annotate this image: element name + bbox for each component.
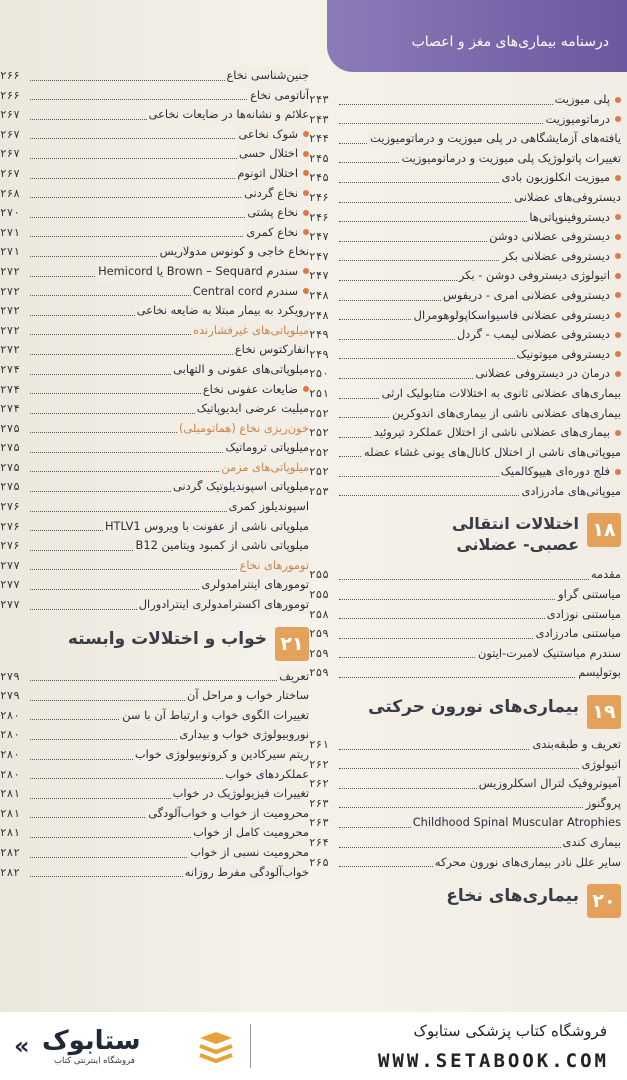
- toc-page-number: ۲۵۹: [309, 646, 329, 660]
- toc-entry[interactable]: [0, 823, 309, 843]
- toc-entry[interactable]: [0, 706, 309, 726]
- toc-page-number: ۲۴۷: [309, 269, 329, 283]
- toc-entry[interactable]: [0, 765, 309, 785]
- toc-entry[interactable]: [0, 262, 309, 282]
- toc-entry[interactable]: [0, 184, 309, 204]
- section-19-heading: [309, 695, 621, 729]
- toc-entry-title: محرومیت کامل از خواب: [193, 825, 309, 840]
- toc-entry-title: سندرم میاستنیک لامبرت-ایتون: [478, 645, 621, 660]
- store-url[interactable]: WWW.SETABOOK.COM: [377, 1050, 609, 1072]
- toc-page-number: ۲۴۷: [309, 249, 329, 263]
- toc-entry-title: تغییرات الگوی خواب و ارتباط آن با سن: [122, 707, 309, 722]
- store-name: فروشگاه کتاب پزشکی ستابوک: [413, 1022, 607, 1040]
- toc-entry[interactable]: [0, 282, 309, 302]
- toc-page-number: ۲۴۸: [309, 308, 329, 322]
- toc-entry-title: Childhood Spinal Muscular Atrophies: [412, 815, 621, 830]
- toc-entry-title: میاستنی گراو: [558, 587, 621, 602]
- toc-page-number: ۲۵۲: [309, 445, 329, 459]
- toc-entry-title: نوروبیولوژی خواب و بیداری: [179, 727, 309, 742]
- toc-entry[interactable]: [0, 125, 309, 145]
- bullet-icon: [303, 268, 309, 274]
- toc-entry[interactable]: [309, 306, 621, 326]
- toc-page-number: ۲۶۵: [309, 855, 329, 869]
- toc-entry[interactable]: [309, 813, 621, 833]
- bullet-icon: [615, 430, 621, 436]
- toc-page-number: ۲۶۷: [0, 147, 20, 161]
- bullet-icon: [303, 386, 309, 392]
- toc-entry-title: دیستروفی عضلانی دوشن: [489, 229, 610, 244]
- toc-entry[interactable]: [309, 833, 621, 853]
- bullet-icon: [303, 170, 309, 176]
- toc-entry-title: اختلال حسی: [238, 146, 298, 161]
- toc-entry[interactable]: [0, 242, 309, 262]
- toc-entry-title: دیستروفی‌های عضلانی: [514, 189, 621, 204]
- toc-entry[interactable]: [309, 423, 621, 443]
- toc-page-number: ۲۵۲: [309, 426, 329, 440]
- section-number: ۲۱: [275, 627, 309, 661]
- toc-entry-title: میلوپاتی‌های عفونی و التهابی: [173, 361, 309, 376]
- toc-page-number: ۲۸۱: [0, 787, 20, 801]
- toc-entry[interactable]: [0, 66, 309, 86]
- toc-entry-title: عملکردهای خواب: [225, 766, 309, 781]
- section-number: ۲۰: [587, 884, 621, 918]
- toc-entry[interactable]: [309, 384, 621, 404]
- toc-page-number: ۲۶۱: [309, 738, 329, 752]
- toc-entry-title: یافته‌های آزمایشگاهی در پلی میوزیت و درماتومیوزیت: [370, 131, 621, 146]
- logo-subtitle: فروشگاه اینترنتی کتاب: [54, 1056, 135, 1066]
- toc-entry-title: درماتومیوزیت: [545, 111, 610, 126]
- toc-entry-title: تعریف: [279, 668, 309, 683]
- toc-entry-title: تومورهای نخاع: [239, 557, 309, 572]
- toc-page-number: ۲۷۲: [0, 264, 20, 278]
- toc-entry[interactable]: [0, 745, 309, 765]
- toc-entry-title: میوپاتی‌های مادرزادی: [521, 483, 621, 498]
- toc-page-number: ۲۵۵: [309, 568, 329, 582]
- toc-entry[interactable]: [309, 90, 621, 110]
- dot-leader: [339, 579, 621, 580]
- toc-page-number: ۲۶۶: [0, 69, 20, 82]
- bullet-icon: [615, 214, 621, 220]
- toc-entry-title: دیستروفی عضلانی لیمب - گردل: [456, 327, 610, 342]
- toc-page-number: ۲۴۴: [309, 132, 329, 146]
- toc-entry-title: آمیوتروفیک لترال اسکلروزیس: [478, 776, 621, 791]
- toc-entry[interactable]: [309, 585, 621, 605]
- toc-entry[interactable]: [309, 774, 621, 794]
- toc-entry[interactable]: [309, 755, 621, 775]
- toc-entry[interactable]: [0, 203, 309, 223]
- toc-entry[interactable]: [0, 556, 309, 576]
- toc-entry[interactable]: [0, 164, 309, 184]
- toc-entry[interactable]: [309, 168, 621, 188]
- bullet-icon: [615, 312, 621, 318]
- toc-page-number: ۲۶۷: [0, 166, 20, 180]
- toc-entry[interactable]: [309, 227, 621, 247]
- toc-entry[interactable]: [0, 321, 309, 341]
- toc-page-number: ۲۷۲: [0, 343, 20, 357]
- bullet-icon: [303, 151, 309, 157]
- toc-page-number: ۲۸۲: [0, 845, 20, 859]
- toc-entry-title: ریتم سیرکادین و کرونوبیولوژی خواب: [134, 747, 309, 761]
- toc-page-number: ۲۷۷: [0, 598, 20, 612]
- toc-entry-title: نخاع پشتی: [247, 205, 298, 220]
- toc-entry-title: میلوپاتی اسپوندیلوتیک گردنی: [173, 479, 309, 494]
- toc-page-number: ۲۷۰: [0, 206, 20, 220]
- toc-entry-title: پلی میوزیت: [554, 92, 610, 106]
- toc-entry[interactable]: [0, 399, 309, 419]
- toc-entry[interactable]: [309, 794, 621, 814]
- toc-entry-title: اسپوندیلوز کمری: [228, 499, 309, 514]
- bullet-icon: [303, 131, 309, 137]
- bullet-icon: [303, 210, 309, 216]
- toc-entry[interactable]: [309, 247, 621, 267]
- toc-entry[interactable]: [309, 565, 621, 585]
- toc-page-number: ۲۸۱: [0, 806, 20, 820]
- toc-entry[interactable]: [309, 325, 621, 345]
- toc-page-number: ۲۷۶: [0, 500, 20, 514]
- toc-entry[interactable]: [309, 624, 621, 644]
- toc-page-number: ۲۸۰: [0, 728, 20, 742]
- footer: [0, 1012, 627, 1080]
- toc-entry-title: محرومیت از خواب و خواب‌آلودگی: [148, 805, 309, 820]
- toc-page-number: ۲۴۳: [309, 112, 329, 126]
- toc-entry[interactable]: [0, 497, 309, 517]
- toc-entry-title: خون‌ریزی نخاع (هماتومیلی): [178, 420, 309, 435]
- toc-page-number: ۲۵۹: [309, 666, 329, 680]
- toc-entry-title: بوتولیسم: [578, 665, 621, 680]
- toc-entry-title: ضایعات عفونی نخاع: [202, 381, 298, 396]
- toc-entry-title: میلوپاتی‌های مزمن: [221, 459, 309, 474]
- toc-page-number: ۲۶۷: [0, 127, 20, 141]
- toc-entry-title: دیستروفی عضلانی بکر: [502, 248, 610, 263]
- toc-entry[interactable]: [309, 345, 621, 365]
- toc-page-number: ۲۸۰: [0, 708, 20, 722]
- toc-entry[interactable]: [0, 843, 309, 863]
- section-18-heading: [309, 513, 621, 559]
- toc-page-number: ۲۴۵: [309, 171, 329, 185]
- toc-entry-title: آناتومی نخاع: [250, 87, 309, 102]
- toc-page-number: ۲۷۷: [0, 578, 20, 592]
- toc-page-number: ۲۴۷: [309, 230, 329, 244]
- toc-entry-title: تغییرات فیزیولوژیک در خواب: [172, 786, 309, 801]
- toc-page-number: ۲۴۵: [309, 151, 329, 165]
- toc-entry[interactable]: [309, 605, 621, 625]
- toc-entry-title: میاستنی مادرزادی: [535, 626, 621, 641]
- toc-entry-title: تعریف و طبقه‌بندی: [532, 737, 621, 752]
- toc-page-number: ۲۴۸: [309, 288, 329, 302]
- toc-entry-title: اختلال اتونوم: [237, 165, 298, 180]
- toc-entry[interactable]: [309, 266, 621, 286]
- toc-page-number: ۲۷۷: [0, 558, 20, 572]
- section-title: اختلالات انتقالی عصبی- عضلانی: [452, 514, 579, 555]
- toc-page-number: ۲۶۳: [309, 816, 329, 830]
- toc-page-number: ۲۶۲: [309, 757, 329, 771]
- toc-entry-title: ساختار خواب و مراحل آن: [186, 688, 309, 703]
- bullet-icon: [615, 273, 621, 279]
- toc-page-number: ۲۸۲: [0, 865, 20, 879]
- toc-entry-title: تومورهای اکسترامدولری اینترادورال: [138, 597, 309, 612]
- toc-page-number: ۲۵۳: [309, 484, 329, 498]
- section-20-heading: [309, 884, 621, 918]
- toc-entry-title: دیستروفینوپاتی‌ها: [529, 209, 610, 224]
- toc-entry[interactable]: [309, 208, 621, 228]
- toc-entry[interactable]: [309, 188, 621, 208]
- toc-page-number: ۲۷۱: [0, 225, 20, 239]
- toc-entry[interactable]: [309, 663, 621, 683]
- toc-entry-title: انفارکتوس نخاع: [234, 342, 309, 357]
- toc-page-number: ۲۴۹: [309, 328, 329, 342]
- toc-page-number: ۲۷۹: [0, 689, 20, 703]
- toc-entry[interactable]: [309, 644, 621, 664]
- toc-entry-title: سایر علل نادر بیماری‌های نورون محرکه: [434, 854, 621, 869]
- toc-entry[interactable]: [0, 144, 309, 164]
- section-title: بیماری‌های نورون حرکتی: [368, 697, 579, 718]
- toc-page-number: ۲۷۱: [0, 245, 20, 259]
- toc-page-number: ۲۷۵: [0, 441, 20, 455]
- toc-page-number: ۲۶۳: [309, 796, 329, 810]
- bullet-icon: [615, 292, 621, 298]
- toc-entry-title: بیماری‌های عضلانی ناشی از بیماری‌های اندوکرین: [392, 405, 621, 420]
- toc-entry-title: سندرم Central cord: [192, 283, 298, 298]
- right-column: [309, 90, 621, 924]
- dot-leader: [30, 680, 309, 681]
- toc-page-number: ۲۸۱: [0, 826, 20, 840]
- toc-entry[interactable]: [0, 380, 309, 400]
- section-title: بیماری‌های نخاع: [446, 886, 579, 907]
- toc-entry-title: فلج دوره‌ای هیپوکالمیک: [500, 464, 610, 479]
- toc-entry[interactable]: [309, 853, 621, 873]
- toc-page-number: ۲۵۹: [309, 627, 329, 641]
- toc-entry-title: جنین‌شناسی نخاع: [226, 68, 309, 82]
- toc-page-number: ۲۵۱: [309, 386, 329, 400]
- toc-page-number: ۲۵۲: [309, 406, 329, 420]
- toc-entry[interactable]: [0, 105, 309, 125]
- toc-page-number: ۲۸۰: [0, 748, 20, 761]
- bullet-icon: [615, 97, 621, 103]
- toc-entry[interactable]: [0, 784, 309, 804]
- toc-entry-title: نخاع خاجی و کونوس مدولاریس: [159, 244, 309, 259]
- toc-entry-title: دیستروفی عضلانی فاسیواسکاپولوهومرال: [413, 307, 610, 322]
- toc-page-number: ۲۷۵: [0, 460, 20, 474]
- toc-entry-title: خواب‌آلودگی مفرط روزانه: [184, 864, 309, 879]
- toc-entry-title: بیماری کندی: [562, 835, 621, 849]
- toc-entry[interactable]: [0, 517, 309, 537]
- toc-entry-title: نخاع گردنی: [244, 185, 298, 200]
- toc-page-number: ۲۷۴: [0, 382, 20, 396]
- toc-entry-title: بیماری‌های عضلانی ناشی از اختلال عملکرد تیروئید: [373, 425, 610, 440]
- toc-entry[interactable]: [309, 364, 621, 384]
- toc-page-number: ۲۷۲: [0, 304, 20, 318]
- toc-page-number: ۲۷۴: [0, 362, 20, 376]
- toc-entry[interactable]: [309, 404, 621, 424]
- toc-entry[interactable]: [0, 686, 309, 706]
- toc-entry[interactable]: [0, 725, 309, 745]
- toc-entry-title: دیستروفی عضلانی امری - دریفوس: [442, 287, 610, 302]
- section-number: ۱۸: [587, 513, 621, 547]
- toc-entry-title: میلوپاتی ناشی از کمبود ویتامین B12: [135, 538, 309, 553]
- toc-entry[interactable]: [0, 301, 309, 321]
- bullet-icon: [615, 234, 621, 240]
- toc-page-number: ۲۵۰: [309, 367, 329, 381]
- chevrons-icon: «: [14, 1032, 30, 1060]
- toc-entry-title: مقدمه: [590, 567, 621, 582]
- bullet-icon: [615, 116, 621, 122]
- toc-entry-title: دیستروفی میوتونیک: [516, 346, 610, 361]
- section-number: ۱۹: [587, 695, 621, 729]
- toc-entry-title: پروگنوز: [585, 795, 621, 810]
- toc-page-number: ۲۶۷: [0, 108, 20, 122]
- section-title: خواب و اختلالات وابسته: [67, 628, 267, 649]
- toc-page-number: ۲۷۹: [0, 669, 20, 683]
- bullet-icon: [303, 190, 309, 196]
- bullet-icon: [615, 253, 621, 259]
- toc-entry[interactable]: [0, 477, 309, 497]
- book-stack-icon: [196, 1028, 236, 1068]
- toc-entry-title: میلیت عرضی ایدیوپاتیک: [196, 401, 309, 416]
- toc-entry[interactable]: [0, 575, 309, 595]
- toc-entry-title: تغییرات پاتولوژیک پلی میوزیت و درماتومیوزیت: [401, 150, 621, 165]
- toc-page-number: ۲۵۵: [309, 588, 329, 602]
- bullet-icon: [615, 469, 621, 475]
- toc-entry[interactable]: [0, 223, 309, 243]
- left-column: [0, 66, 309, 882]
- toc-page-number: ۲۶۲: [309, 777, 329, 791]
- toc-page-number: ۲۴۶: [309, 190, 329, 204]
- toc-entry[interactable]: [309, 462, 621, 482]
- toc-entry-title: میوپاتی‌های ناشی از اختلال کانال‌های یونی غشاء عضله: [364, 444, 621, 459]
- toc-entry[interactable]: [0, 419, 309, 439]
- toc-entry[interactable]: [309, 443, 621, 463]
- toc-page-number: ۲۸۰: [0, 767, 20, 781]
- toc-page-number: ۲۶۸: [0, 186, 20, 200]
- header-bar: [327, 0, 627, 72]
- toc-entry-title: شوک نخاعی: [238, 126, 298, 141]
- toc-entry-title: میوزیت انکلوزیون بادی: [501, 170, 610, 185]
- toc-entry-title: میلوپاتی ناشی از عفونت با ویروس HTLV1: [104, 518, 309, 533]
- toc-entry-title: تومورهای اینترامدولری: [201, 577, 309, 592]
- toc-entry-title: درمان در دیستروفی عضلانی: [475, 366, 610, 381]
- toc-entry[interactable]: [0, 804, 309, 824]
- toc-entry[interactable]: [309, 482, 621, 502]
- toc-entry-title: نخاع کمری: [246, 224, 298, 239]
- toc-page-number: ۲۷۲: [0, 284, 20, 298]
- toc-entry[interactable]: [309, 129, 621, 149]
- toc-entry[interactable]: [0, 595, 309, 615]
- toc-entry-title: اتیولوژی: [581, 756, 621, 771]
- bullet-icon: [303, 288, 309, 294]
- toc-page-number: ۲۷۵: [0, 480, 20, 494]
- dot-leader: [339, 807, 621, 808]
- toc-entry-title: اتیولوژی دیستروفی دوشن - بکر: [458, 268, 610, 283]
- toc-entry[interactable]: [0, 667, 309, 687]
- toc-entry[interactable]: [0, 863, 309, 883]
- toc-entry[interactable]: [0, 340, 309, 360]
- toc-page-number: ۲۴۶: [309, 210, 329, 224]
- section-21-heading: [0, 627, 309, 661]
- toc-page-number: ۲۷۶: [0, 519, 20, 533]
- toc-page-number: ۲۶۶: [0, 88, 20, 102]
- toc-page-number: ۲۷۵: [0, 421, 20, 435]
- toc-entry-title: محرومیت نسبی از خواب: [190, 844, 309, 859]
- bullet-icon: [615, 371, 621, 377]
- bullet-icon: [615, 332, 621, 338]
- toc-entry-title: میاستنی نوزادی: [546, 606, 621, 621]
- toc-page-number: ۲۴۳: [309, 93, 329, 106]
- bullet-icon: [615, 351, 621, 357]
- toc-entry[interactable]: [0, 86, 309, 106]
- bullet-icon: [615, 175, 621, 181]
- toc-entry[interactable]: [0, 438, 309, 458]
- toc-entry-title: سندرم Brown – Sequard یا Hemicord: [98, 263, 298, 278]
- toc-page-number: ۲۴۹: [309, 347, 329, 361]
- toc-page-number: ۲۵۲: [309, 465, 329, 479]
- toc-entry-title: میلوپاتی تروماتیک: [225, 440, 309, 455]
- toc-entry-title: بیماری‌های عضلانی ثانوی به اختلالات متابولیک ارثی: [381, 385, 621, 400]
- store-logo[interactable]: [14, 1024, 239, 1070]
- toc-entry[interactable]: [0, 458, 309, 478]
- toc-entry[interactable]: [309, 110, 621, 130]
- toc-page-number: ۲۷۴: [0, 402, 20, 416]
- toc-entry-title: رویکرد به بیمار مبتلا به ضایعه نخاعی: [136, 303, 309, 318]
- header-title: درسنامه بیماری‌های مغز و اعصاب: [411, 34, 609, 50]
- divider: [250, 1024, 251, 1068]
- toc-entry[interactable]: [0, 536, 309, 556]
- toc-entry[interactable]: [309, 735, 621, 755]
- toc-entry[interactable]: [309, 286, 621, 306]
- toc-page-number: ۲۷۶: [0, 539, 20, 553]
- toc-page-number: ۲۵۸: [309, 607, 329, 621]
- toc-entry[interactable]: [309, 149, 621, 169]
- bullet-icon: [303, 229, 309, 235]
- toc-entry-title: علائم و نشانه‌ها در ضایعات نخاعی: [148, 107, 309, 122]
- toc-page-number: ۲۷۲: [0, 323, 20, 337]
- toc-entry[interactable]: [0, 360, 309, 380]
- toc-entry-title: میلوپاتی‌های غیرفشارنده: [193, 322, 309, 337]
- toc-page-number: ۲۶۴: [309, 836, 329, 849]
- logo-text: ستابوک: [42, 1026, 141, 1056]
